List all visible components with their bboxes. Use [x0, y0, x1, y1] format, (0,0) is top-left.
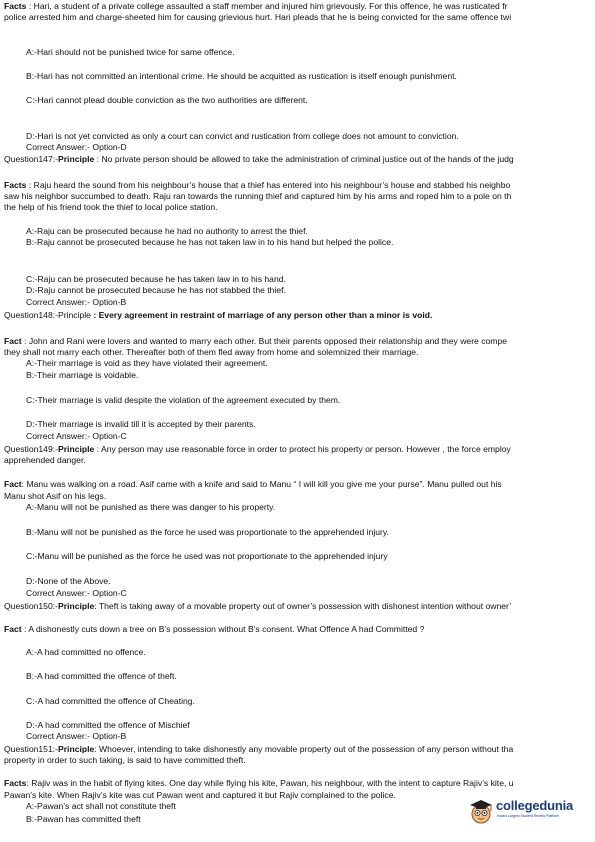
question-number: Question150:-: [4, 601, 58, 611]
q150-option-d: D:-A had committed the offence of Mischief: [26, 720, 190, 730]
fact-text: : A dishonestly cuts down a tree on B’s possession without B’s consent. What Offence A had Committed ?: [21, 624, 425, 634]
q150-option-c: C:-A had committed the offence of Cheating.: [26, 696, 195, 706]
q146-fact-line-1: [4, 1, 507, 12]
fact-label: Facts: [4, 1, 27, 11]
principle-label: Principle: [57, 744, 95, 754]
q148-option-a: A:-Their marriage is void as they have violated their agreement.: [26, 358, 268, 368]
q150-principle: [4, 601, 511, 612]
q148-option-d: D:-Their marriage is invalid till it is accepted by their parents.: [26, 419, 256, 429]
principle-label: Principle: [57, 444, 95, 454]
q146-option-a: A:-Hari should not be punished twice for same offence.: [26, 47, 235, 57]
q150-option-a: A:-A had committed no offence.: [26, 647, 146, 657]
q149-option-a: A:-Manu will not be punished as there was danger to his property.: [26, 502, 276, 512]
q146-option-b: B:-Hari has not committed an intentional crime. He should be acquitted as rustication is itself enough punishment.: [26, 71, 457, 81]
fact-label: Facts: [4, 778, 27, 788]
q147-option-a: A:-Raju can be prosecuted because he had no authority to arrest the thief.: [26, 226, 308, 236]
principle-label: Principle: [57, 601, 95, 611]
q149-principle: [4, 444, 511, 455]
fact-text: : Manu was walking on a road. Asif came with a knife and said to Manu “ I will kill you give me your purse”. Manu pulled out his: [21, 479, 502, 489]
q147-option-d: D:-Raju cannot be prosecuted because he has not stabbed the thief.: [26, 285, 286, 295]
fact-text: : Raju heard the sound from his neighbour’s house that a thief has entered into his neighbour’s house and stabbed his neighbo: [26, 180, 511, 190]
q151-fact-line-2: Pawan’s kite. When Rajiv’s kite was cut Pawan went and captured it but Rajiv complained to the police.: [4, 790, 396, 800]
fact-label: Fact: [4, 336, 22, 346]
principle-text: : No private person should be allowed to take the administration of criminal justice out of the hands of the judg: [94, 154, 514, 164]
q148-fact-line-1: [4, 336, 507, 347]
q149-option-c: C:-Manu will be punished as the force he used was not proportionate to the apprehended injury: [26, 551, 388, 561]
q148-option-b: B:-Their marriage is voidable.: [26, 370, 139, 380]
q150-fact-line-1: [4, 624, 424, 635]
q147-principle: [4, 154, 514, 165]
q150-option-b: B:-A had committed the offence of theft.: [26, 671, 177, 681]
q147-option-c: C:-Raju can be prosecuted because he has taken law in to his hand.: [26, 274, 286, 284]
logo-tagline: India's Largest Student Review Platform: [497, 814, 560, 818]
q147-correct-answer: Correct Answer:- Option-B: [26, 297, 127, 307]
q151-principle-line-2: property in order to such taking, is said to have committed theft.: [4, 755, 246, 765]
q149-fact-line-1: [4, 479, 502, 490]
question-number: Question147:-: [4, 154, 58, 164]
q147-fact-line-1: [4, 180, 510, 191]
q151-option-a: A:-Pawan’s act shall not constitute theft: [26, 801, 176, 811]
q148-correct-answer: Correct Answer:- Option-C: [26, 431, 127, 441]
q146-option-d: D:-Hari is not yet convicted as only a court can convict and rustication from college does not amount to conviction.: [26, 131, 459, 141]
fact-label: Facts: [4, 180, 27, 190]
q151-fact-line-1: [4, 778, 514, 789]
fact-text: : Rajiv was in the habit of flying kites. One day while flying his kite, Pawan, his neighbour, with the intent to capture Rajiv’s kite, u: [26, 778, 514, 788]
q149-option-b: B:-Manu will not be punished as the force he used was proportionate to the apprehended injury.: [26, 527, 389, 537]
logo-wordmark: collegedunia: [496, 798, 574, 813]
q151-option-b: B:-Pawan has committed theft: [26, 814, 141, 824]
fact-text: : Hari, a student of a private college assaulted a staff member and injured him grievously. For this offence, he was rusticated fr: [26, 1, 508, 11]
q151-principle: [4, 744, 513, 755]
fact-text: : John and Rani were lovers and wanted to marry each other. But their parents opposed their relationship and they were compe: [21, 336, 508, 346]
q148-fact-line-2: they shall not marry each other. Thereafter both of them fled away from home and solemnized their marriage.: [4, 347, 419, 357]
principle-text: : Any person may use reasonable force in order to protect his property or person. However , the force employ: [94, 444, 511, 454]
q148-option-c: C:-Their marriage is valid despite the violation of the agreement executed by them.: [26, 395, 341, 405]
fact-label: Fact: [4, 624, 22, 634]
q146-fact-line-2: police arrested him and charge-sheeted him for causing grievious hurt. Hari pleads that he is being convicted for the same offence twi: [4, 12, 512, 22]
q147-fact-line-3: the help of his friend took the thief to local police station.: [4, 202, 218, 212]
principle-text: : Every agreement in restraint of marriage of any person other than a minor is void.: [93, 310, 433, 320]
q148-principle: [4, 310, 432, 321]
q149-principle-line-2: apprehended danger.: [4, 455, 86, 465]
q146-correct-answer: Correct Answer:- Option-D: [26, 142, 127, 152]
q146-option-c: C:-Hari cannot plead double conviction as the two authorities are different.: [26, 95, 308, 105]
principle-text: : Theft is taking away of a movable property out of owner’s possession with dishonest intention without owner’: [94, 601, 512, 611]
principle-text: : Whoever, intending to take dishonestly any movable property out of the possession of any person without tha: [94, 744, 514, 754]
q150-correct-answer: Correct Answer:- Option-B: [26, 731, 127, 741]
q147-fact-line-2: saw his neighbor succumbed to death. Raju ran towards the running thief and captured him by his arms and roped him to a pole on th: [4, 191, 512, 201]
question-number: Question148:-Principle: [4, 310, 94, 320]
q149-fact-line-2: Manu shot Asif on his legs.: [4, 491, 107, 501]
q147-option-b: B:-Raju cannot be prosecuted because he has not taken law in to his hand but helped the police.: [26, 237, 394, 247]
q149-option-d: D:-None of the Above.: [26, 576, 111, 586]
graduate-mascot-icon: [468, 797, 494, 825]
question-number: Question149:-: [4, 444, 58, 454]
fact-label: Fact: [4, 479, 22, 489]
q149-correct-answer: Correct Answer:- Option-C: [26, 588, 127, 598]
question-number: Question151:-: [4, 744, 58, 754]
principle-label: Principle: [57, 154, 95, 164]
collegedunia-logo: [468, 797, 592, 825]
